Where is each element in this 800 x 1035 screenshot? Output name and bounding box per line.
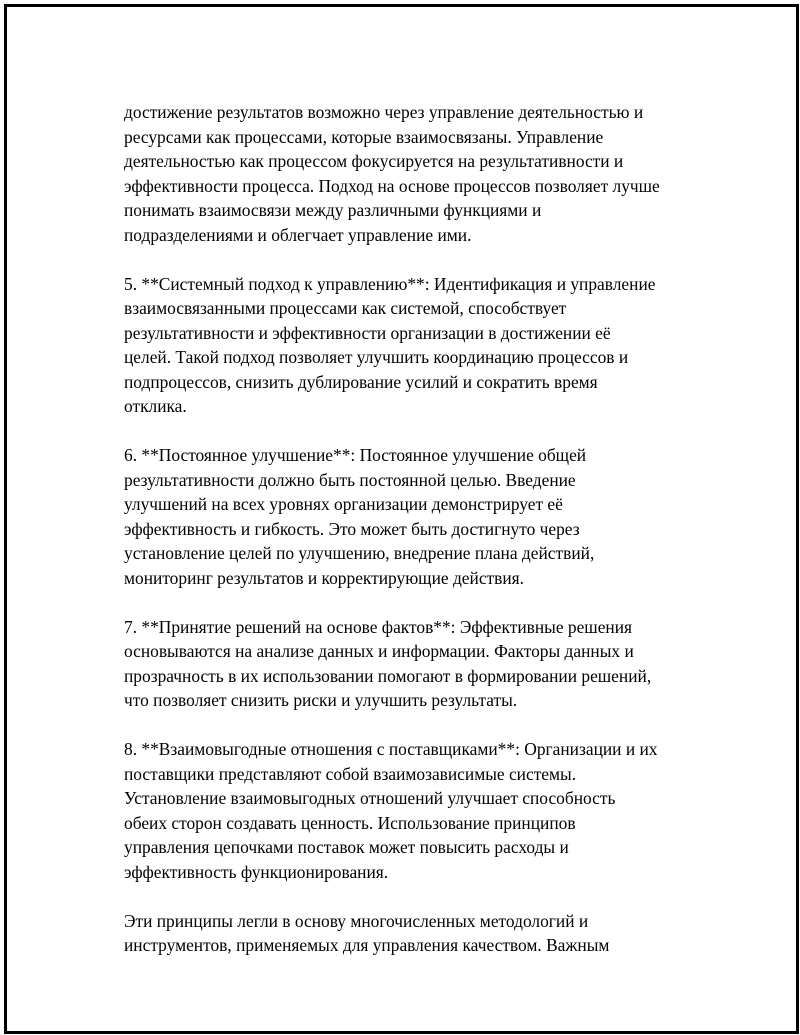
document-page: [4, 4, 799, 1034]
paragraph-process-approach: достижение результатов возможно через управление деятельностью и ресурсами как процессами, которые взаимосвязаны. Управление деятельностью как процессом фокусируется на результативности и эффективности процесса. Подход на основе процессов позволяет лучше понимать взаимосвязи между различными функциями и подразделениями и облегчает управление ими.: [124, 102, 660, 245]
paragraph-supplier-relationships: 8. **Взаимовыгодные отношения с поставщиками**: Организации и их поставщики представляют собой взаимозависимые системы. Установление взаимовыгодных отношений улучшает способность обеих сторон создавать ценность. Использование принципов управления цепочками поставок может повысить расходы и эффективность функционирования.: [124, 739, 658, 882]
paragraph-fact-based-decisions: 7. **Принятие решений на основе фактов**: Эффективные решения основываются на анализе данных и информации. Факторы данных и прозрачность в их использовании помогают в формировании решений, что позволяет снизить риски и улучшить результаты.: [124, 616, 652, 710]
paragraph-continual-improvement: 6. **Постоянное улучшение**: Постоянное улучшение общей результативности должно быть постоянной целью. Введение улучшений на всех уровнях организации демонстрирует её эффективность и гибкость. Это может быть достигнуто через установление целей по улучшению, внедрение плана действий, мониторинг результатов и корректирующие действия.: [124, 445, 595, 588]
paragraph-system-approach: 5. **Системный подход к управлению**: Идентификация и управление взаимосвязанными процессами как системой, способствует результативности и эффективности организации в достижении её целей. Такой подход позволяет улучшить координацию процессов и подпроцессов, снизить дублирование усилий и сократить время отклика.: [124, 273, 656, 416]
paragraph-conclusion: Эти принципы легли в основу многочисленных методологий и инструментов, применяемых для управления качеством. Важным: [124, 910, 610, 955]
page-body: [124, 100, 704, 982]
